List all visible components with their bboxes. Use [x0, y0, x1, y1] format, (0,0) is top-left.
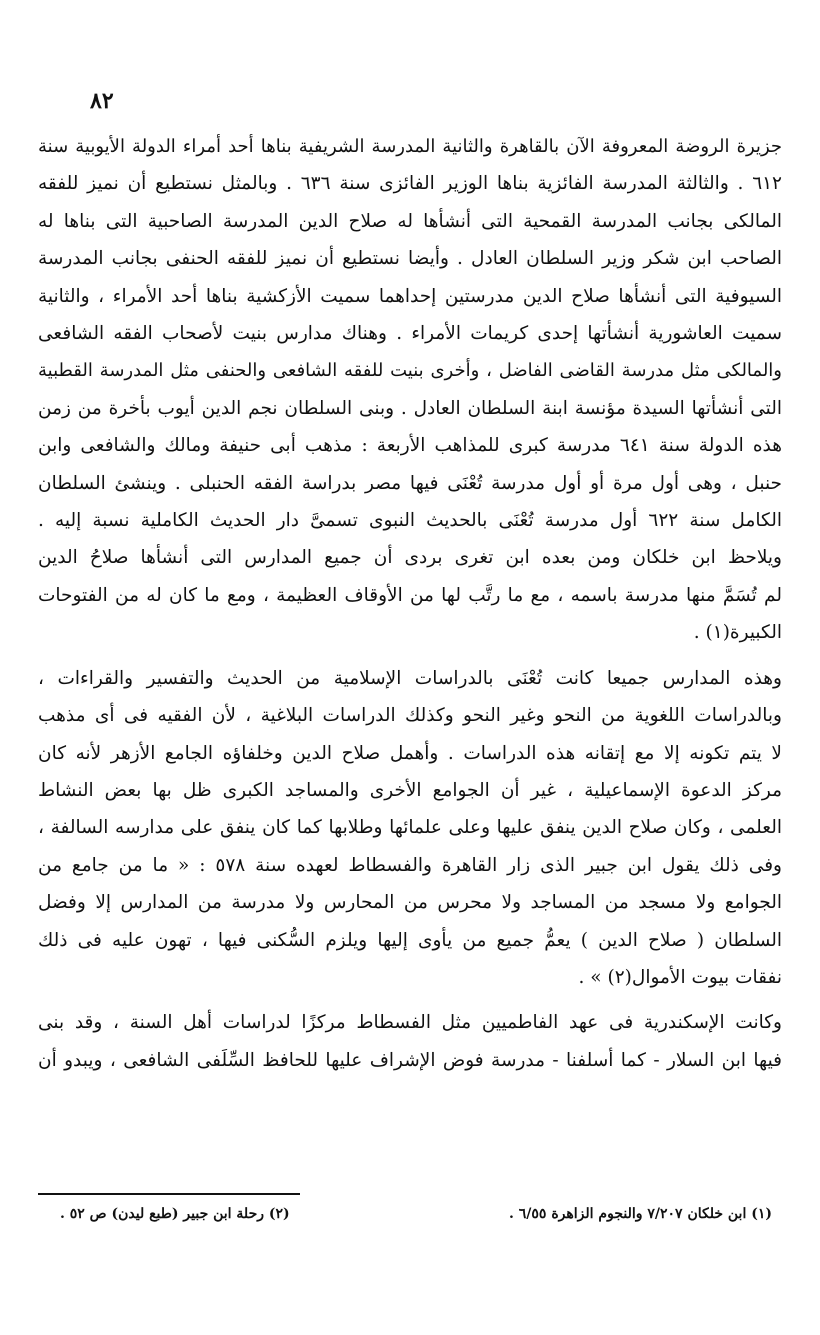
text-line: حنبل ، وهى أول مرة أو أول مدرسة تُعْنَى فيها مصر بدراسة الفقه الحنبلى . وينشئ السلطان [38, 472, 782, 494]
text-line: الكامل سنة ٦٢٢ أول مدرسة تُعْنَى بالحديث النبوى تسمىَّ دار الحديث الكاملية نسبة إليه . [38, 510, 782, 532]
footnotes [60, 1206, 772, 1222]
paragraph [38, 660, 782, 997]
text-line: نفقات بيوت الأموال(٢) » . [578, 966, 782, 988]
footnote-2: (٢) رحلة ابن جبير (طبع ليدن) ص ٥٢ . [60, 1206, 290, 1222]
text-line: هذه الدولة سنة ٦٤١ مدرسة كبرى للمذاهب الأربعة : مذهب أبى حنيفة ومالك والشافعى وابن [38, 435, 782, 457]
text-line: سميت العاشورية أنشأتها إحدى كريمات الأمراء . وهناك مدارس بنيت لأصحاب الفقه الشافعى [38, 323, 782, 345]
text-line: وفى ذلك يقول ابن جبير الذى زار القاهرة والفسطاط لعهده سنة ٥٧٨ : « ما من جامع من [38, 854, 782, 876]
paragraph [38, 1004, 782, 1079]
text-line: الكبيرة(١) . [693, 622, 782, 644]
text-line: الصاحب ابن شكر وزير السلطان العادل . وأيضا نستطيع أن نميز للفقه الحنفى بجانب المدرسة [38, 248, 782, 270]
text-line: مركز الدعوة الإسماعيلية ، غير أن الجوامع الأخرى والمساجد الكبرى ظل بها بعض النشاط [38, 779, 782, 801]
text-line: التى أنشأتها السيدة مؤنسة ابنة السلطان العادل . وبنى السلطان نجم الدين أيوب بأخرة من زمن [38, 397, 782, 419]
text-line: لم تُسَمَّ منها مدرسة باسمه ، مع ما رتَّب لها من الأوقاف العظيمة ، ومع ما كان له من الفتوحات [38, 584, 782, 606]
text-line: جزيرة الروضة المعروفة الآن بالقاهرة والثانية المدرسة الشريفية بناها أحد أمراء الدولة الأيوبية سنة [38, 136, 782, 157]
text-line: فيها ابن السلار - كما أسلفنا - مدرسة فوض الإشراف عليها للحافظ السِّلَفى الشافعى ، ويبدو أن [38, 1049, 782, 1071]
text-line: السلطان ( صلاح الدين ) يعمُّ جميع من يأوى إليها ويلزم السُّكنى فيها ، تهون عليه فى ذلك [38, 929, 782, 951]
footnote-1: (١) ابن خلكان ٧/٢٠٧ والنجوم الزاهرة ٦/٥٥ . [509, 1206, 772, 1222]
text-line: وهذه المدارس جميعا كانت تُعْنَى بالدراسات الإسلامية من الحديث والتفسير والقراءات ، [38, 667, 782, 689]
page-number: ٨٢ [90, 88, 114, 114]
text-line: المالكى بجانب المدرسة القمحية التى أنشأها له صلاح الدين المدرسة الصاحبية التى بناها له [38, 210, 782, 232]
text-line: الجوامع ولا مسجد من المساجد ولا محرس من المحارس ولا مدرسة من المدارس إلا وفضل [38, 892, 782, 914]
text-line: العلمى ، وكان صلاح الدين ينفق عليها وعلى علمائها وطلابها كما كان ينفق على مدارسه السالفة ، [38, 817, 782, 839]
text-line: وبالدراسات اللغوية من النحو وغير النحو وكذلك الدراسات البلاغية ، لأن الفقيه فى أى مذهب [38, 705, 782, 727]
text-line: ٦١٢ . والثالثة المدرسة الفائزية بناها الوزير الفائزى سنة ٦٣٦ . وبالمثل نستطيع أن نميز للفقه [38, 173, 782, 195]
main-text [38, 128, 782, 1079]
text-line: والمالكى مثل مدرسة القاضى الفاضل ، وأخرى بنيت للفقه الشافعى والحنفى مثل المدرسة القطبية [38, 360, 782, 382]
paragraph [38, 128, 782, 652]
text-line: ويلاحظ ابن خلكان ومن بعده ابن تغرى بردى أن جميع المدارس التى أنشأها صلاحُ الدين [38, 547, 782, 569]
text-line: لا يتم تكونه إلا مع إتقانه هذه الدراسات . وأهمل صلاح الدين وخلفاؤه الجامع الأزهر لأنه كان [38, 742, 782, 764]
text-line: وكانت الإسكندرية فى عهد الفاطميين مثل الفسطاط مركزًا لدراسات أهل السنة ، وقد بنى [38, 1012, 782, 1034]
footnote-divider [38, 1193, 300, 1195]
text-line: السيوفية التى أنشأها صلاح الدين مدرستين إحداهما سميت الأزكشية بناها أحد الأمراء ، والثانية [38, 285, 782, 307]
